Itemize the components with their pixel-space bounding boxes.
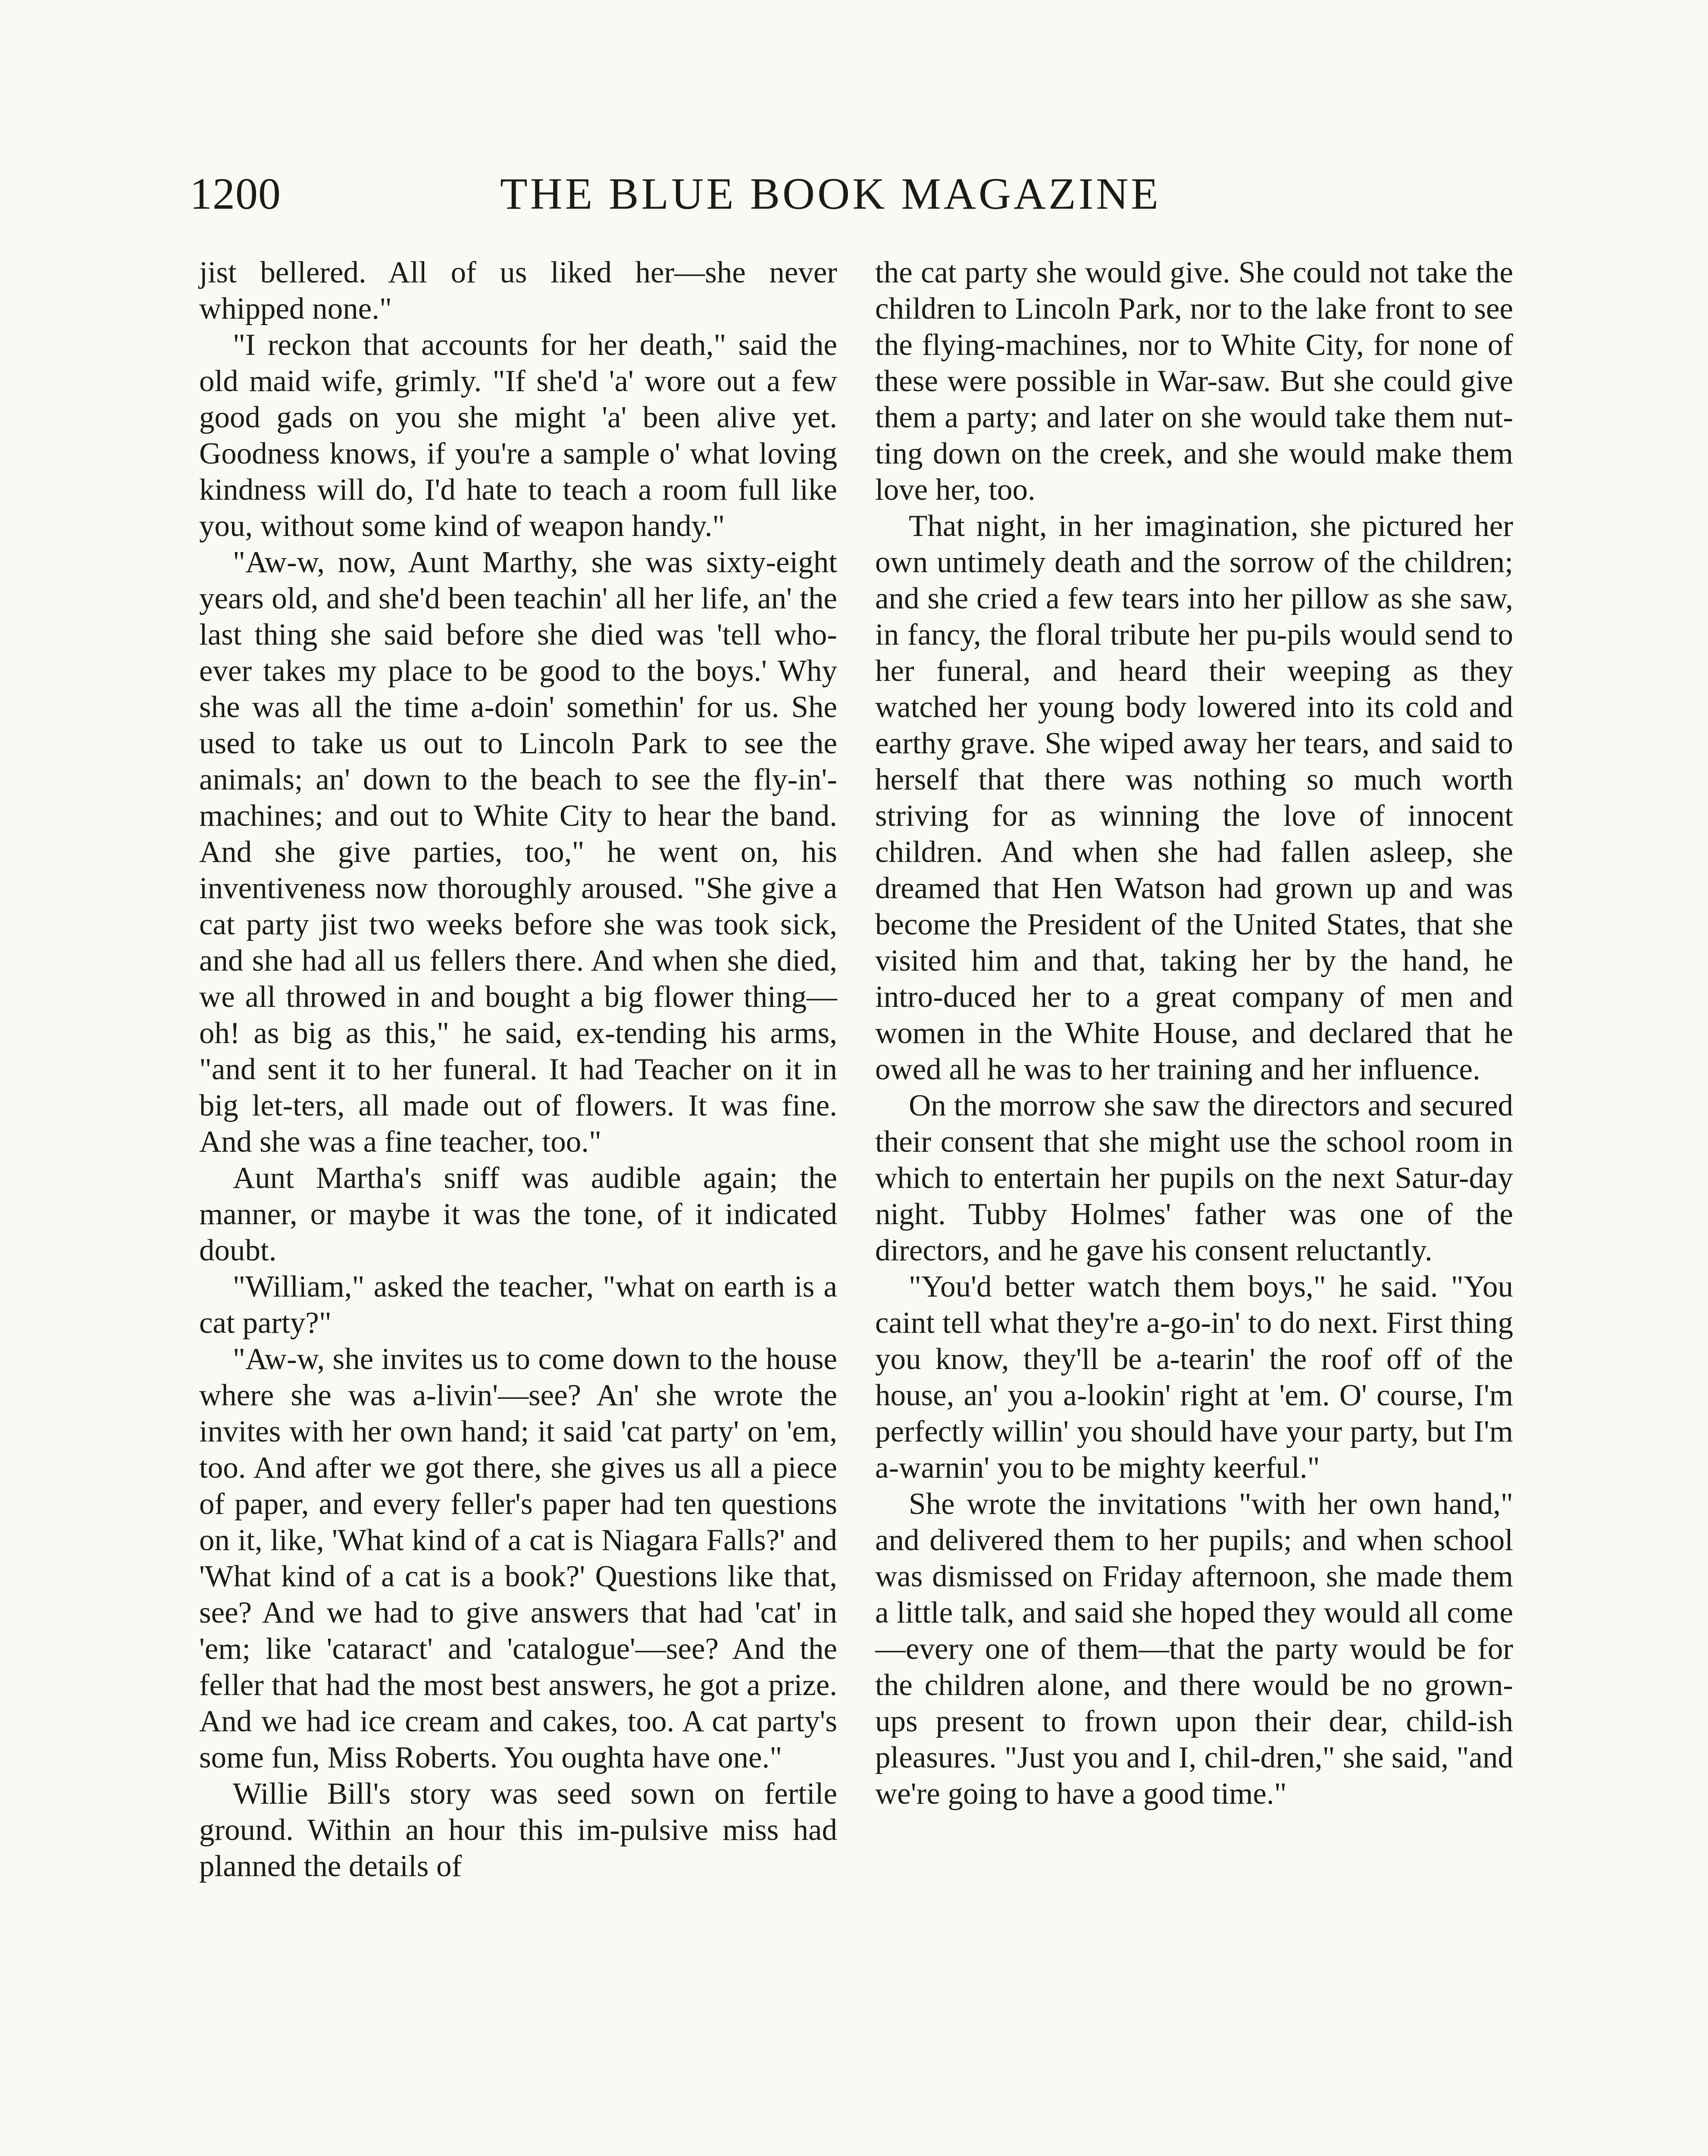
running-head: THE BLUE BOOK MAGAZINE (500, 169, 1161, 219)
paragraph: On the morrow she saw the directors and secured their consent that she might use the school room in which to entertain her pupils on the next Satur-day night. Tubby Holmes' father was one of the directors, and he gave his consent reluctantly. (875, 1089, 1513, 1267)
paragraph: "I reckon that accounts for her death," said the old maid wife, grimly. "If she'd 'a' wore out a few good gads on you she might 'a' been alive yet. Goodness knows, if you're a sample o' what loving kindness will do, I'd hate to teach a room full like you, without some kind of weapon handy." (199, 328, 837, 543)
paragraph: the cat party she would give. She could not take the children to Lincoln Park, nor to the lake front to see the flying-machines, nor to White City, for none of these were possible in War-saw. But she could give them a party; and later on she would take them nut-ting down on the creek, and she would make them love her, too. (875, 256, 1513, 507)
paragraph: "Aw-w, she invites us to come down to the house where she was a-livin'—see? An' she wrote the invites with her own hand; it said 'cat party' on 'em, too. And after we got there, she gives us all a piece of paper, and every feller's paper had ten questions on it, like, 'What kind of a cat is Niagara Falls?' and 'What kind of a cat is a book?' Questions like that, see? And we had to give answers that had 'cat' in 'em; like 'cataract' and 'catalogue'—see? And the feller that had the most best answers, he got a prize. And we had ice cream and cakes, too. A cat party's some fun, Miss Roberts. You oughta have one." (199, 1342, 837, 1774)
paragraph: jist bellered. All of us liked her—she never whipped none." (199, 256, 837, 326)
paragraph: "Aw-w, now, Aunt Marthy, she was sixty-eight years old, and she'd been teachin' all her life, an' the last thing she said before she died was 'tell who-ever takes my place to be good to the boys.' Why she was all the time a-doin' somethin' for us. She used to take us out to Lincoln Park to see the animals; an' down to the beach to see the fly-in'-machines; and out to White City to hear the band. And she give parties, too," he went on, his inventiveness now thoroughly aroused. "She give a cat party jist two weeks before she was took sick, and she had all us fellers there. And when she died, we all throwed in and bought a big flower thing—oh! as big as this," he said, ex-tending his arms, "and sent it to her funeral. It had Teacher on it in big let-ters, all made out of flowers. It was fine. And she was a fine teacher, too." (199, 545, 837, 1159)
text-column-right (875, 254, 1513, 1812)
paragraph: That night, in her imagination, she pictured her own untimely death and the sorrow of the children; and she cried a few tears into her pillow as she saw, in fancy, the floral tribute her pu-pils would send to her funeral, and heard their weeping as they watched her young body lowered into its cold and earthy grave. She wiped away her tears, and said to herself that there was nothing so much worth striving for as winning the love of innocent children. And when she had fallen asleep, she dreamed that Hen Watson had grown up and was become the President of the United States, that she visited him and that, taking her by the hand, he intro-duced her to a great company of men and women in the White House, and declared that he owed all he was to her training and her influence. (875, 509, 1513, 1086)
paragraph: "You'd better watch them boys," he said. "You caint tell what they're a-go-in' to do next. First thing you know, they'll be a-tearin' the roof off of the house, an' you a-lookin' right at 'em. O' course, I'm perfectly willin' you should have your party, but I'm a-warnin' you to be mighty keerful." (875, 1270, 1513, 1485)
paragraph: Aunt Martha's sniff was audible again; the manner, or maybe it was the tone, of it indicated doubt. (199, 1161, 837, 1267)
page-header (190, 162, 1211, 226)
paragraph: Willie Bill's story was seed sown on fertile ground. Within an hour this im-pulsive miss had planned the details of (199, 1777, 837, 1883)
paragraph: She wrote the invitations "with her own hand," and delivered them to her pupils; and when school was dismissed on Friday afternoon, she made them a little talk, and said she hoped they would all come—every one of them—that the party would be for the children alone, and there would be no grown-ups present to frown upon their dear, child-ish pleasures. "Just you and I, chil-dren," she said, "and we're going to have a good time." (875, 1487, 1513, 1811)
text-column-left (199, 254, 837, 1884)
paragraph: "William," asked the teacher, "what on earth is a cat party?" (199, 1270, 837, 1340)
page-number: 1200 (190, 169, 281, 219)
